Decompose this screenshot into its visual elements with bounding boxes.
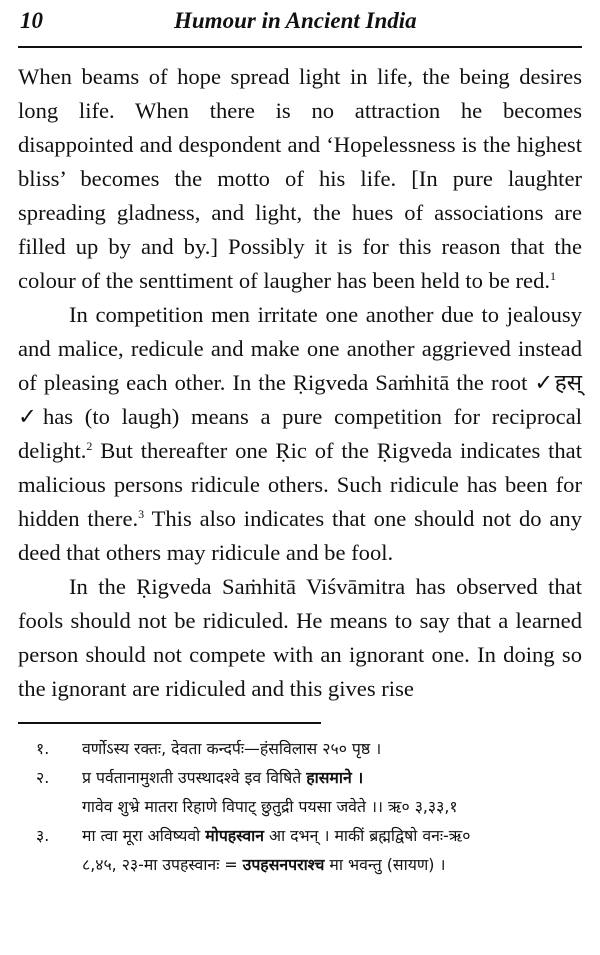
header-rule bbox=[18, 46, 582, 48]
page-number: 10 bbox=[20, 8, 43, 33]
paragraph-3 bbox=[18, 570, 582, 706]
running-title: Humour in Ancient India bbox=[174, 8, 417, 33]
footnote-3 bbox=[18, 821, 582, 850]
body-text bbox=[18, 60, 582, 706]
footnote-emphasis: हासमाने । bbox=[306, 768, 364, 787]
footnote-2-continuation: गावेव शुभ्रे मातरा रिहाणे विपाट् छुतुद्री पयसा जवेते ।। ऋ० ३,३३,१ bbox=[82, 797, 458, 816]
page-header bbox=[18, 8, 582, 44]
footnote-text: प्र पर्वतानामुशती उपस्थादश्वे इव विषिते हासमाने । bbox=[82, 768, 364, 787]
footnote-ref-2: 2 bbox=[86, 439, 93, 453]
footnote-separator bbox=[18, 722, 321, 724]
paragraph-2-text-b: But thereafter one Ṛic of the Ṛigveda indicates that malicious persons ridicule others. Such ridicule has been for hidden there. bbox=[18, 438, 582, 531]
footnote-1 bbox=[18, 734, 582, 763]
paragraph-2 bbox=[18, 298, 582, 570]
footnote-number: २. bbox=[36, 768, 50, 787]
footnote-number: १. bbox=[36, 739, 50, 758]
footnotes bbox=[18, 734, 582, 879]
footnote-emphasis: मोपहस्वान bbox=[205, 826, 264, 845]
footnote-ref-1: 1 bbox=[550, 269, 557, 283]
paragraph-2-text-a: In competition men irritate one another due to jealousy and malice, redicule and make one another aggrieved instead of pleasing each other. In the Ṛigveda Saṁhitā the root ✓हस् ✓has (to laugh) means a pure competition for reciprocal delight. bbox=[18, 302, 582, 463]
footnote-ref-3: 3 bbox=[138, 507, 145, 521]
paragraph-1-text: When beams of hope spread light in life, the being desires long life. When there is no attraction he becomes disappointed and despondent and ‘Hopelessness is the highest bliss’ becomes the motto of his life. [In pure laughter spreading gladness, and light, the hues of associations are filled up by and by.] Possibly it is for this reason that the colour of the senttiment of laugher has been held to be red. bbox=[18, 64, 582, 293]
footnote-3-continuation: ८,४५, २३-मा उपहस्वानः = उपहसनपराश्च मा भवन्तु (सायण) । bbox=[82, 855, 446, 874]
footnote-text: मा त्वा मूरा अविष्यवो मोपहस्वान आ दभन् । माकीं ब्रह्मद्विषो वनः-ऋ० bbox=[82, 826, 471, 845]
footnote-text: वर्णोऽस्य रक्तः, देवता कन्दर्पः—हंसविलास २५० पृष्ठ । bbox=[82, 739, 382, 758]
footnote-2 bbox=[18, 763, 582, 792]
footnote-number: ३. bbox=[36, 826, 50, 845]
paragraph-2-text-c: This also indicates that one should not do any deed that others may ridicule and be fool. bbox=[18, 506, 582, 565]
paragraph-3-text: In the Ṛigveda Saṁhitā Viśvāmitra has observed that fools should not be ridiculed. He means to say that a learned person should not compete with an ignorant one. In doing so the ignorant are ridiculed and this gives rise bbox=[18, 574, 582, 701]
paragraph-1 bbox=[18, 60, 582, 298]
footnote-emphasis: उपहसनपराश्च bbox=[242, 855, 325, 874]
